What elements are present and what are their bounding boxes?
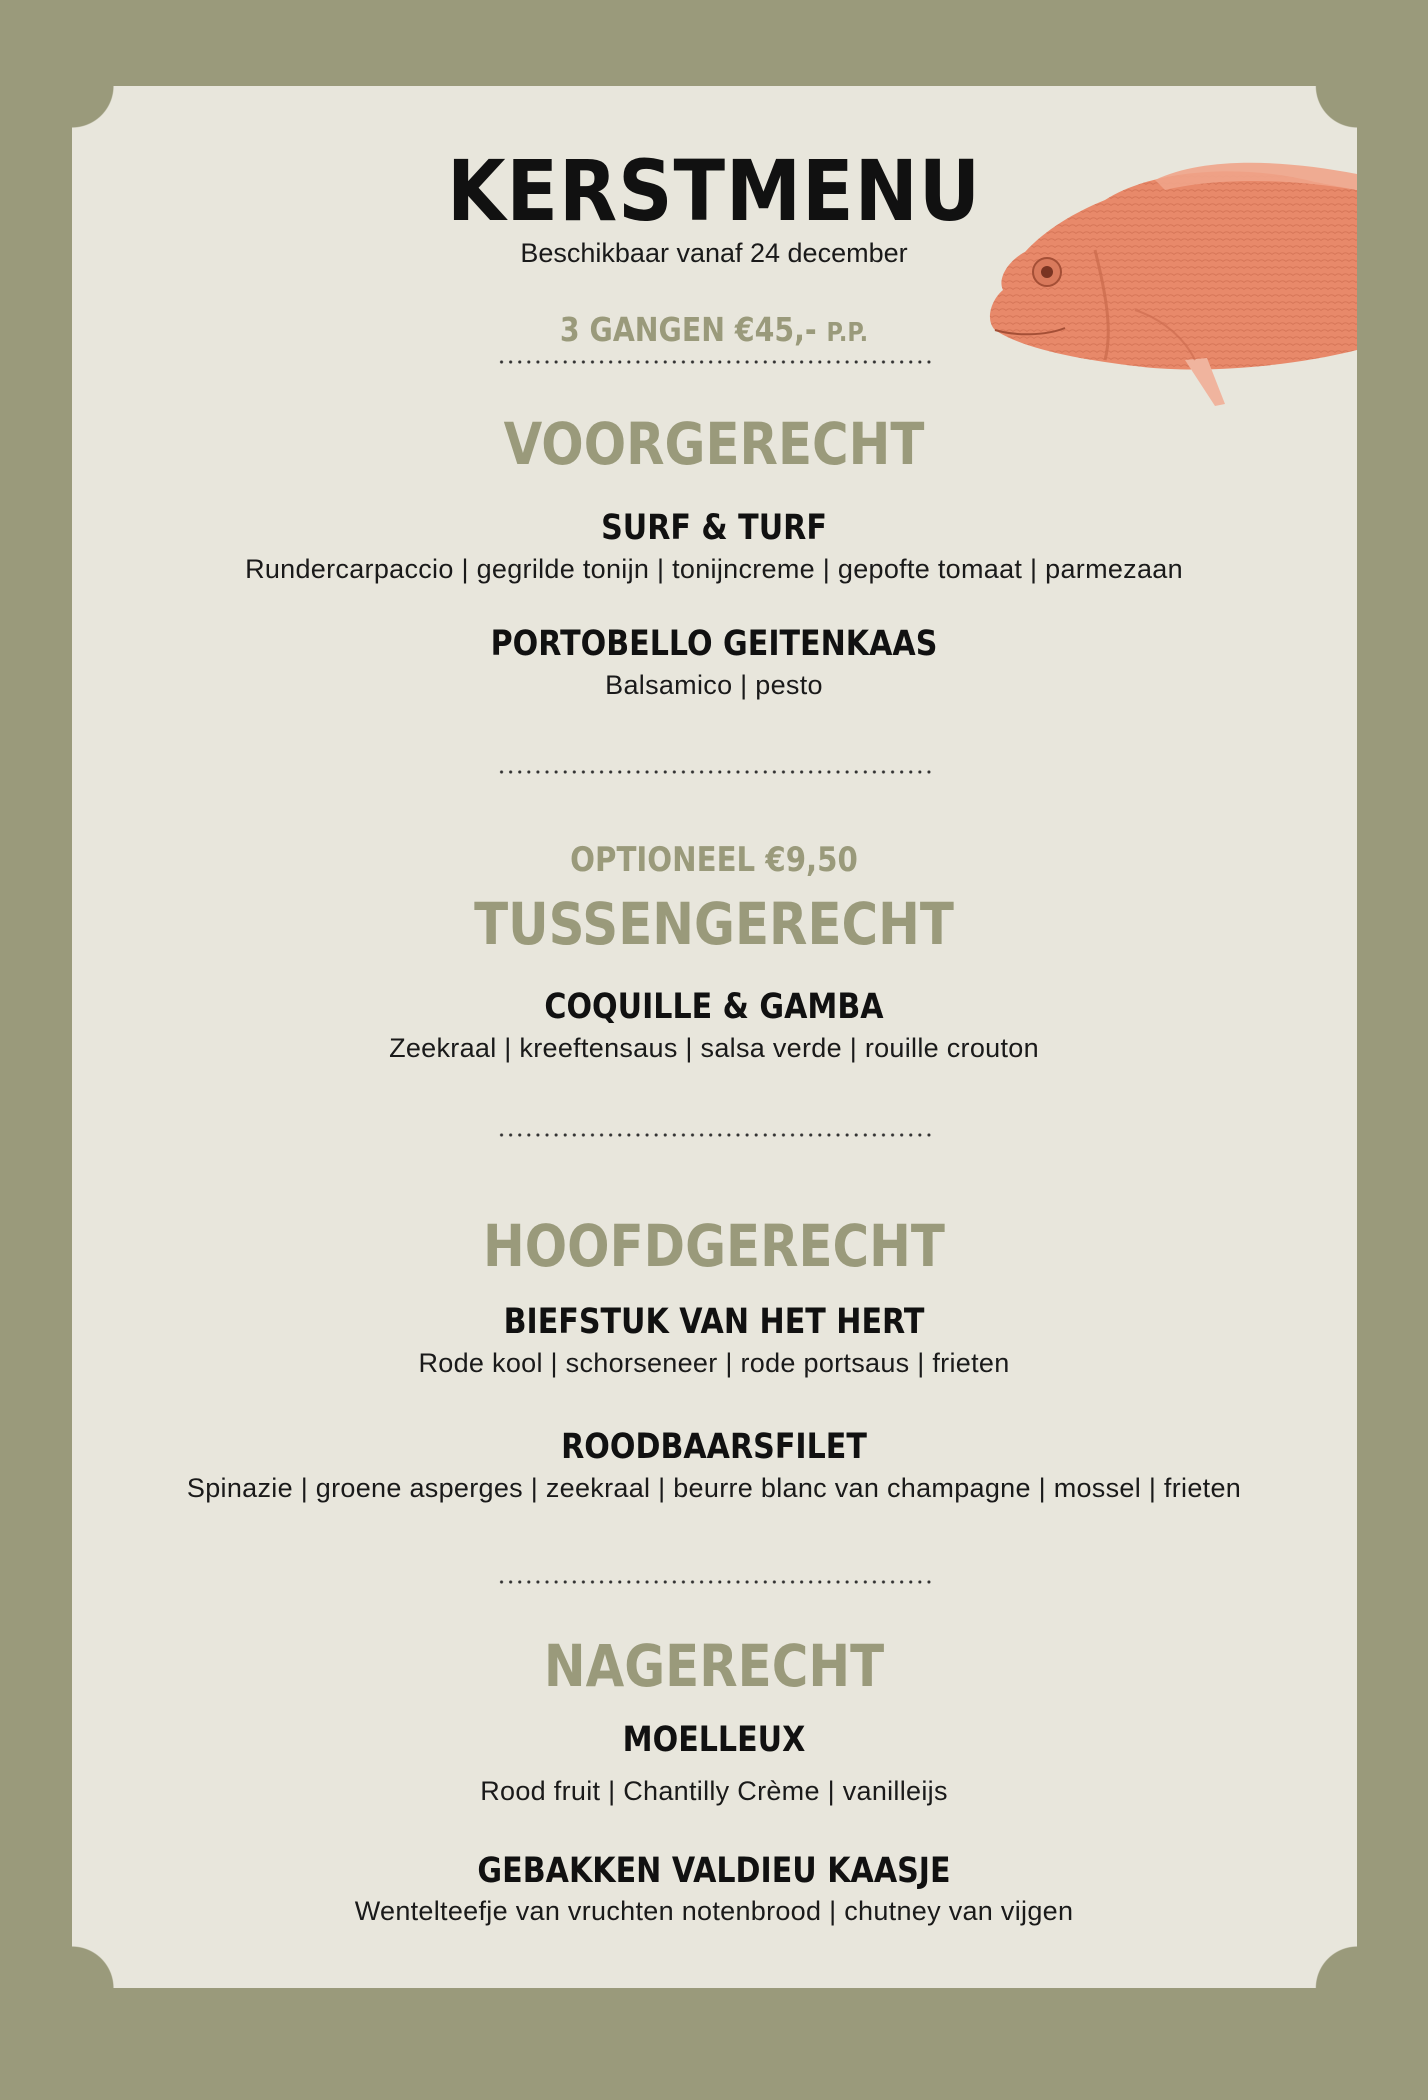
price-suffix: P.P. <box>826 318 869 348</box>
dish-description: Rode kool | schorseneer | rode portsaus | frieten <box>418 1348 1010 1378</box>
price-amount: 3 GANGEN €45,- <box>559 310 817 349</box>
section-title-nagerecht: NAGERECHT <box>543 1632 885 1700</box>
dish-name: ROODBAARSFILET <box>561 1427 867 1467</box>
dish-name: COQUILLE & GAMBA <box>544 987 884 1027</box>
availability-note: Beschikbaar vanaf 24 december <box>520 238 908 268</box>
dish-description: Wentelteefje van vruchten notenbrood | chutney van vijgen <box>354 1896 1074 1926</box>
dish-description: Spinazie | groene asperges | zeekraal | beurre blanc van champagne | mossel | frieten <box>186 1473 1242 1503</box>
section-title-voorgerecht: VOORGERECHT <box>503 410 925 478</box>
dish-name: GEBAKKEN VALDIEU KAASJE <box>477 1851 951 1891</box>
section-title-tussengerecht: TUSSENGERECHT <box>474 890 954 958</box>
dish-description: Rood fruit | Chantilly Crème | vanilleijs <box>480 1776 948 1806</box>
dish-description: Rundercarpaccio | gegrilde tonijn | tonijncreme | gepofte tomaat | parmezaan <box>245 554 1183 584</box>
dish-name: SURF & TURF <box>601 508 827 548</box>
dotted-divider <box>497 1580 935 1584</box>
dish-description: Balsamico | pesto <box>605 670 823 700</box>
dish-name: MOELLEUX <box>622 1720 806 1760</box>
dotted-divider <box>497 360 935 364</box>
dish-name: PORTOBELLO GEITENKAAS <box>490 624 938 664</box>
dish-name: BIEFSTUK VAN HET HERT <box>503 1302 925 1342</box>
optional-price-note: OPTIONEEL €9,50 <box>570 840 858 880</box>
dotted-divider <box>497 1133 935 1137</box>
page-title: KERSTMENU <box>446 142 982 240</box>
menu-price <box>100 310 1328 349</box>
section-title-hoofdgerecht: HOOFDGERECHT <box>483 1212 945 1280</box>
dotted-divider <box>497 770 935 774</box>
dish-description: Zeekraal | kreeftensaus | salsa verde | rouille crouton <box>389 1033 1039 1063</box>
